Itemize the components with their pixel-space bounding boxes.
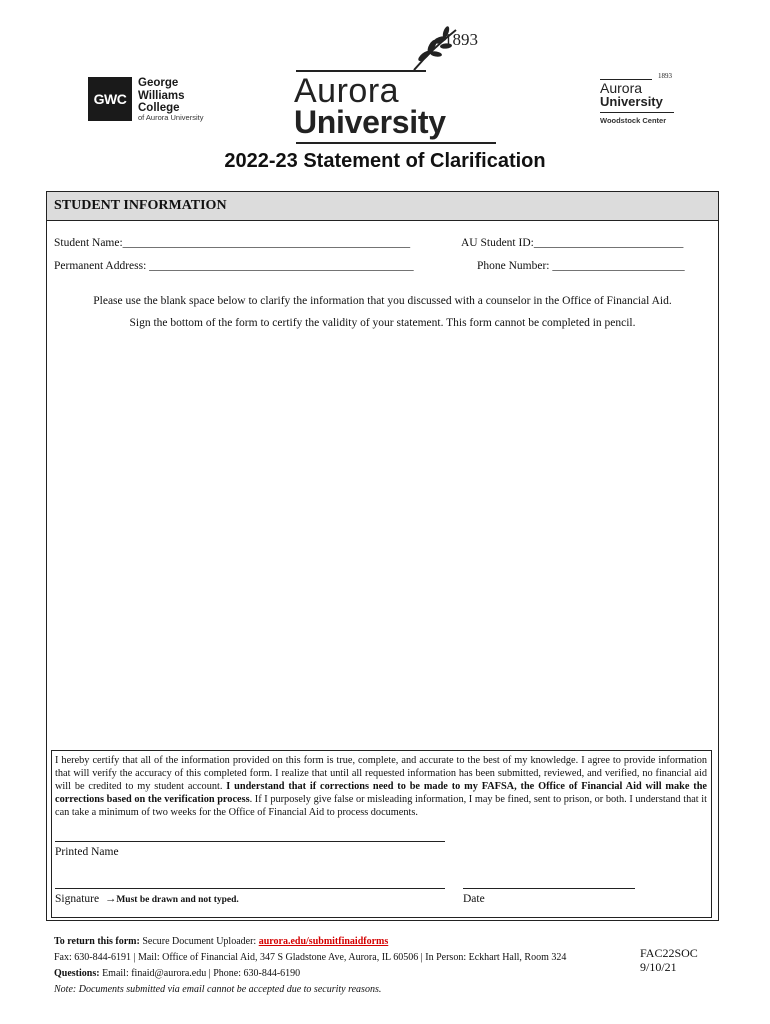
- form-code-id: FAC22SOC: [640, 946, 698, 960]
- date-line[interactable]: [463, 888, 635, 889]
- logo-rule: [296, 142, 496, 144]
- logo-year: 1893: [444, 30, 478, 49]
- certification-text: [55, 754, 707, 819]
- gwc-logo-subtitle: of Aurora University: [138, 113, 204, 122]
- logo-year: 1893: [658, 72, 672, 80]
- footer-return-line: [54, 934, 566, 950]
- logo-woodstock-text: Woodstock Center: [600, 116, 667, 125]
- logo-university-text: University: [294, 104, 446, 140]
- uploader-link[interactable]: aurora.edu/submitfinaidforms: [258, 936, 389, 947]
- footer-note: Note: Documents submitted via email cannot be accepted due to security reasons.: [54, 984, 382, 995]
- permanent-address-field[interactable]: Permanent Address: ______________________________________________: [54, 260, 414, 272]
- logo-aurora-text: Aurora: [600, 80, 643, 96]
- footer-contact-line: Fax: 630-844-6191 | Mail: Office of Financial Aid, 347 S Gladstone Ave, Aurora, IL 60506 | In Person: Eckhart Hall, Room 324: [54, 952, 567, 963]
- form-code: [640, 946, 698, 974]
- instructions-line: Please use the blank space below to clarify the information that you discussed with a counselor in the Office of Financial Aid.: [93, 295, 672, 307]
- signature-label: [55, 893, 239, 905]
- woodstock-center-logo: [598, 72, 680, 128]
- logo-university-text: University: [600, 94, 663, 109]
- instructions-line: Sign the bottom of the form to certify the validity of your statement. This form cannot be completed in pencil.: [129, 317, 636, 329]
- footer-info: [54, 934, 566, 998]
- student-id-field[interactable]: AU Student ID:__________________________: [461, 237, 684, 249]
- aurora-university-logo: [290, 22, 510, 140]
- gwc-logo-text: [138, 77, 185, 115]
- footer-questions-line: [54, 966, 566, 982]
- footer-questions-label: Questions:: [54, 968, 100, 979]
- clarification-text-area[interactable]: [51, 337, 712, 742]
- gwc-logo-line: Williams: [138, 89, 185, 102]
- gwc-logo-line: George: [138, 77, 179, 89]
- footer-questions-text: Email: finaid@aurora.edu | Phone: 630-844-6190: [99, 968, 301, 979]
- form-code-date: 9/10/21: [640, 960, 677, 974]
- gwc-logo-box: GWC: [88, 77, 132, 121]
- date-label: Date: [463, 893, 485, 905]
- arrow-right-icon: →: [104, 893, 117, 905]
- logo-aurora-text: Aurora: [294, 72, 400, 110]
- logo-rule: [600, 112, 674, 113]
- phone-number-field[interactable]: Phone Number: _______________________: [477, 260, 685, 272]
- printed-name-label: Printed Name: [55, 846, 119, 858]
- certification-box: [51, 750, 712, 918]
- signature-note: Must be drawn and not typed.: [116, 895, 239, 905]
- certification-text-part: . If I purposely give false or misleading information, I may be fined, sent to prison, or both. I understand that it can take a minimum of two weeks for the Office of Financial Aid to process documents.: [55, 794, 707, 818]
- footer-uploader-text: Secure Document Uploader:: [142, 936, 259, 947]
- certification-text-part: I hereby certify that all of the information provided on this form is true, complete, and accurate to the best of my knowledge. I agree to provide information that will verify the accuracy of this completed form. I realize that until all requested information has been submitted, reviewed, and verified, no financial aid will be credited to my student account.: [55, 755, 707, 792]
- signature-label-text: Signature: [55, 893, 100, 905]
- certification-text-bold: I understand that if corrections need to be made to my FAFSA, the Office of Financial Aid will make the corrections based on the verification process: [55, 781, 707, 805]
- signature-line[interactable]: [55, 888, 445, 889]
- gwc-logo-line: College: [138, 102, 180, 114]
- form-body: [46, 191, 719, 921]
- gwc-logo: [88, 77, 218, 123]
- student-info-heading: STUDENT INFORMATION: [47, 192, 718, 221]
- printed-name-line[interactable]: [55, 841, 445, 842]
- page-title: 2022-23 Statement of Clarification: [224, 150, 546, 172]
- footer-return-label: To return this form:: [54, 936, 140, 947]
- student-name-field[interactable]: Student Name:__________________________________________________: [54, 237, 411, 249]
